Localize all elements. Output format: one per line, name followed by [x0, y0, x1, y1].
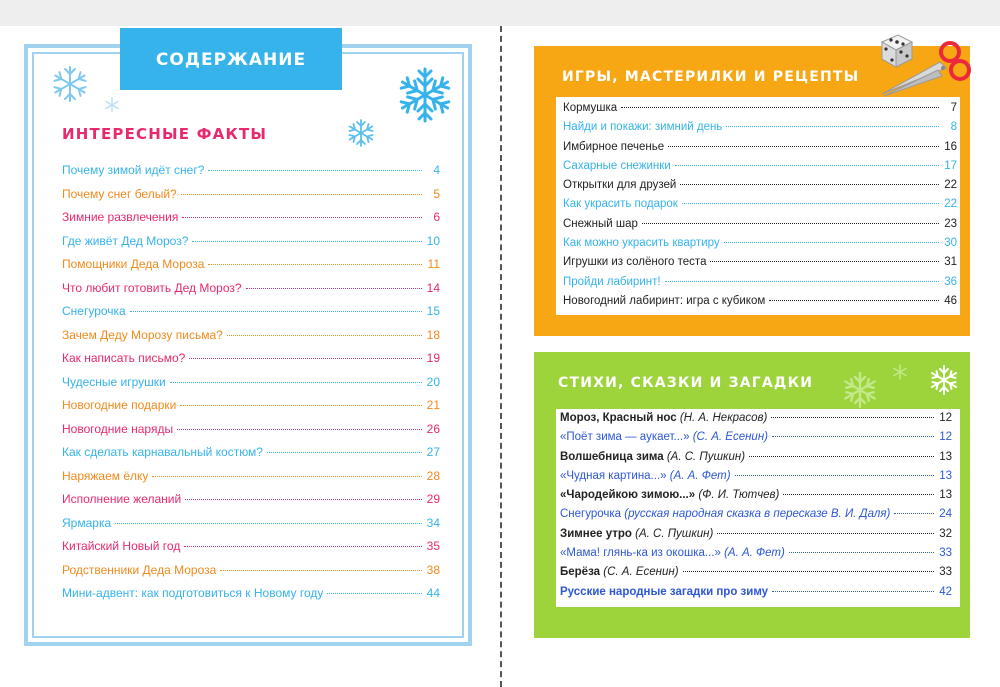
entry-title: Снегурочка — [560, 508, 622, 521]
dot-leader — [668, 146, 939, 147]
entry-title: Исполнение желаний — [62, 492, 182, 506]
dot-leader — [894, 513, 934, 514]
dot-leader — [682, 203, 939, 204]
dot-leader — [115, 523, 422, 524]
section-title-facts: ИНТЕРЕСНЫЕ ФАКТЫ — [62, 125, 268, 143]
dot-leader — [184, 546, 422, 547]
entry-page-number: 36 — [944, 275, 957, 288]
entry-title: Имбирное печенье — [563, 140, 665, 153]
entry-page-number: 16 — [944, 140, 957, 153]
snowflake-icon — [928, 364, 960, 396]
dot-leader — [735, 475, 934, 476]
toc-entry[interactable] — [62, 187, 440, 211]
entry-page-number: 26 — [426, 421, 440, 436]
dot-leader — [772, 436, 934, 437]
toc-entry[interactable] — [563, 276, 957, 295]
entry-page-number: 22 — [944, 179, 957, 192]
entry-page-number: 33 — [939, 547, 952, 560]
entry-page-number: 23 — [944, 217, 957, 230]
toc-entry[interactable] — [62, 422, 440, 446]
dot-leader — [710, 261, 939, 262]
toc-entry[interactable] — [563, 218, 957, 237]
entry-title: Помощники Деда Мороза — [62, 257, 205, 271]
dot-leader — [208, 264, 422, 265]
entry-page-number: 6 — [433, 210, 440, 224]
entry-title: Что любит готовить Дед Мороз? — [62, 280, 242, 295]
entry-page-number: 35 — [426, 539, 440, 553]
dot-leader — [771, 417, 934, 418]
toc-entry[interactable] — [62, 210, 440, 234]
dot-leader — [180, 405, 422, 406]
entry-page-number: 12 — [939, 431, 952, 444]
entry-title: Берёза — [560, 566, 601, 579]
contents-title: СОДЕРЖАНИЕ — [120, 28, 342, 90]
dot-leader — [772, 591, 934, 592]
entry-title: Как сделать карнавальный костюм? — [62, 445, 263, 459]
dot-leader — [177, 429, 422, 430]
snowflake-icon — [346, 118, 376, 148]
entry-author: (А. С. Пушкин) — [666, 450, 746, 463]
entry-title: Почему снег белый? — [62, 186, 177, 201]
toc-entry[interactable] — [62, 234, 440, 258]
entry-page-number: 42 — [939, 585, 952, 598]
entry-page-number: 32 — [939, 527, 952, 540]
snowflake-icon — [892, 364, 908, 380]
entry-title: Чудесные игрушки — [62, 374, 166, 389]
entry-title: Мини-адвент: как подготовиться к Новому году — [62, 586, 324, 600]
entry-page-number: 13 — [939, 469, 952, 482]
dot-leader — [130, 311, 422, 312]
dot-leader — [152, 476, 422, 477]
scissors-icon — [880, 36, 972, 98]
entry-title: Как можно украсить квартиру — [563, 237, 720, 250]
entry-title: Новогодние наряды — [62, 421, 174, 436]
entry-title: Сахарные снежинки — [563, 159, 671, 172]
entry-title: Кормушка — [563, 102, 618, 114]
dot-leader — [327, 593, 422, 594]
entry-page-number: 21 — [426, 398, 440, 412]
dot-leader — [189, 358, 422, 359]
toc-entry[interactable] — [62, 351, 440, 375]
toc-entry[interactable] — [62, 469, 440, 493]
entry-title: «Поёт зима — аукает...» — [560, 431, 690, 444]
toc-entry[interactable] — [560, 566, 952, 585]
dot-leader — [769, 300, 939, 301]
entry-title: Снежный шар — [563, 217, 638, 230]
entry-title: Наряжаем ёлку — [62, 468, 149, 483]
toc-entry[interactable] — [563, 160, 957, 179]
entry-page-number: 10 — [426, 233, 440, 248]
facts-list — [62, 163, 440, 610]
dot-leader — [181, 194, 422, 195]
entry-author: (русская народная сказка в пересказе В. И. Даля) — [624, 508, 891, 521]
games-list — [563, 102, 957, 314]
entry-author: (С. А. Есенин) — [603, 566, 679, 579]
entry-title: Ярмарка — [62, 515, 112, 530]
toc-entry[interactable] — [62, 398, 440, 422]
toc-entry[interactable] — [563, 141, 957, 160]
entry-page-number: 38 — [426, 562, 440, 577]
toc-entry[interactable] — [62, 586, 440, 610]
entry-page-number: 30 — [944, 237, 957, 250]
toc-entry[interactable] — [560, 451, 952, 470]
page-spine-divider — [500, 26, 502, 687]
toc-entry[interactable] — [563, 256, 957, 275]
entry-page-number: 13 — [939, 489, 952, 502]
top-band — [0, 0, 1000, 26]
dot-leader — [717, 533, 934, 534]
entry-author: (А. А. Фет) — [669, 469, 731, 482]
entry-title: Русские народные загадки про зиму — [560, 585, 769, 598]
entry-title: Новогодний лабиринт: игра с кубиком — [563, 294, 766, 307]
toc-entry[interactable] — [62, 163, 440, 187]
dot-leader — [170, 382, 422, 383]
toc-entry[interactable] — [563, 198, 957, 217]
dot-leader — [267, 452, 422, 453]
entry-title: Зимнее утро — [560, 527, 632, 540]
poems-list — [560, 412, 952, 605]
dot-leader — [749, 456, 934, 457]
section-title-games: ИГРЫ, МАСТЕРИЛКИ И РЕЦЕПТЫ — [562, 69, 860, 85]
entry-title: «Чародейкою зимою...» — [560, 489, 696, 502]
entry-page-number: 13 — [939, 450, 952, 463]
entry-page-number: 19 — [426, 351, 440, 365]
entry-page-number: 14 — [426, 280, 440, 295]
dot-leader — [680, 184, 939, 185]
toc-entry[interactable] — [560, 412, 952, 431]
toc-entry[interactable] — [62, 539, 440, 563]
entry-title: Как украсить подарок — [563, 198, 678, 211]
toc-entry[interactable] — [563, 295, 957, 314]
entry-page-number: 31 — [944, 256, 957, 269]
dot-leader — [246, 288, 422, 289]
entry-title: Новогодние подарки — [62, 398, 177, 412]
entry-page-number: 8 — [950, 121, 957, 134]
entry-title: Почему зимой идёт снег? — [62, 163, 205, 177]
entry-page-number: 34 — [426, 515, 440, 530]
toc-entry[interactable] — [560, 508, 952, 527]
dot-leader — [185, 499, 422, 500]
entry-page-number: 22 — [944, 198, 957, 211]
snowflake-icon — [104, 97, 120, 113]
toc-entry[interactable] — [62, 375, 440, 399]
dot-leader — [192, 241, 422, 242]
dot-leader — [220, 570, 422, 571]
entry-title: Игрушки из солёного теста — [563, 256, 707, 269]
entry-title: Зачем Деду Морозу письма? — [62, 327, 223, 342]
toc-entry[interactable] — [563, 179, 957, 198]
entry-author: (А. С. Пушкин) — [635, 527, 714, 540]
section-title-poems: СТИХИ, СКАЗКИ И ЗАГАДКИ — [558, 375, 814, 391]
toc-entry[interactable] — [560, 431, 952, 450]
dot-leader — [726, 126, 939, 127]
dot-leader — [675, 165, 939, 166]
dot-leader — [621, 107, 939, 108]
toc-entry[interactable] — [563, 121, 957, 140]
entry-page-number: 7 — [950, 102, 957, 114]
entry-author: (С. А. Есенин) — [692, 431, 768, 444]
snowflake-icon — [50, 64, 90, 104]
entry-page-number: 29 — [426, 492, 440, 506]
entry-page-number: 17 — [944, 159, 957, 172]
dot-leader — [665, 281, 939, 282]
entry-title: «Чудная картина...» — [560, 469, 667, 482]
dot-leader — [783, 494, 934, 495]
entry-page-number: 24 — [939, 508, 952, 521]
toc-entry[interactable] — [560, 470, 952, 489]
dot-leader — [789, 552, 934, 553]
entry-author: (Н. А. Некрасов) — [679, 412, 768, 424]
toc-entry[interactable] — [563, 102, 957, 121]
toc-entry[interactable] — [62, 492, 440, 516]
entry-page-number: 12 — [939, 412, 952, 424]
entry-title: Родственники Деда Мороза — [62, 562, 217, 577]
entry-page-number: 11 — [427, 257, 440, 271]
toc-entry[interactable] — [62, 304, 440, 328]
entry-title: Мороз, Красный нос — [560, 412, 677, 424]
toc-entry[interactable] — [62, 257, 440, 281]
entry-page-number: 28 — [426, 468, 440, 483]
toc-entry[interactable] — [62, 563, 440, 587]
toc-entry[interactable] — [62, 516, 440, 540]
dot-leader — [227, 335, 422, 336]
entry-page-number: 20 — [426, 374, 440, 389]
entry-author: (Ф. И. Тютчев) — [698, 489, 780, 502]
dot-leader — [724, 242, 939, 243]
entry-page-number: 5 — [433, 186, 440, 201]
entry-page-number: 33 — [939, 566, 952, 579]
entry-title: Найди и покажи: зимний день — [563, 121, 723, 134]
entry-page-number: 4 — [433, 163, 440, 177]
toc-entry[interactable] — [560, 528, 952, 547]
dot-leader — [683, 571, 934, 572]
entry-title: Как написать письмо? — [62, 351, 186, 365]
toc-entry[interactable] — [560, 489, 952, 508]
entry-title: Открытки для друзей — [563, 179, 677, 192]
entry-author: (А. А. Фет) — [724, 547, 785, 560]
snowflake-icon — [840, 370, 880, 410]
entry-page-number: 18 — [426, 327, 440, 342]
toc-entry[interactable] — [62, 445, 440, 469]
entry-title: Где живёт Дед Мороз? — [62, 233, 189, 248]
dot-leader — [208, 170, 422, 171]
entry-title: Волшебница зима — [560, 450, 664, 463]
toc-entry[interactable] — [560, 586, 952, 605]
entry-page-number: 44 — [426, 586, 440, 600]
entry-page-number: 27 — [426, 445, 440, 459]
entry-title: Снегурочка — [62, 304, 126, 318]
toc-entry[interactable] — [563, 237, 957, 256]
dot-leader — [642, 223, 939, 224]
entry-title: Зимние развлечения — [62, 210, 179, 224]
toc-entry[interactable] — [62, 328, 440, 352]
entry-page-number: 46 — [944, 294, 957, 307]
entry-title: Пройди лабиринт! — [563, 275, 661, 288]
snowflake-icon — [396, 66, 454, 124]
entry-title: Китайский Новый год — [62, 539, 181, 553]
entry-page-number: 15 — [426, 304, 440, 318]
dot-leader — [182, 217, 422, 218]
entry-title: «Мама! глянь-ка из окошка...» — [560, 547, 721, 560]
toc-entry[interactable] — [560, 547, 952, 566]
toc-entry[interactable] — [62, 281, 440, 305]
